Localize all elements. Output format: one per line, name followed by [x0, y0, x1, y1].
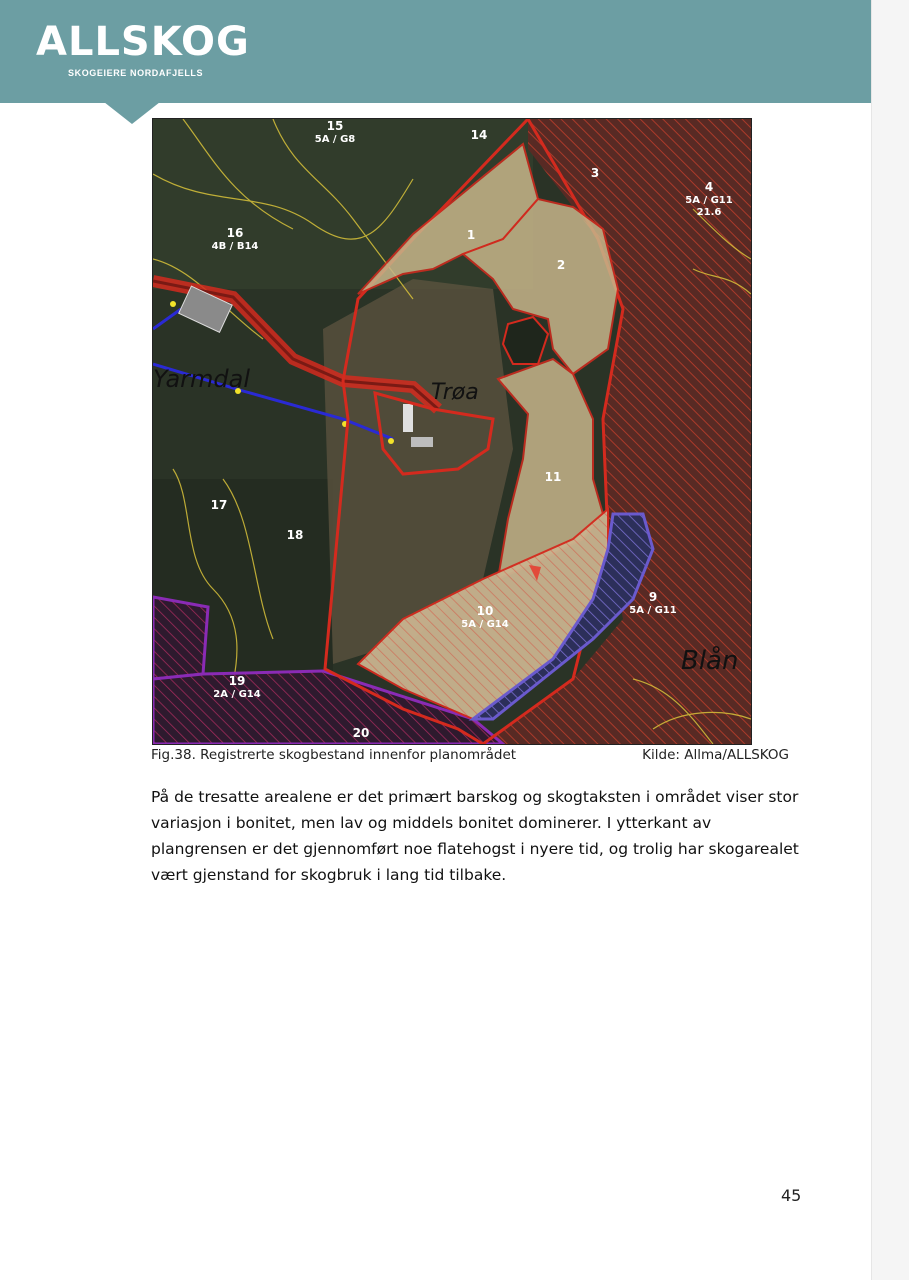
stand-label-4: 4 — [704, 180, 714, 194]
place-name-blan: Blån — [681, 646, 739, 676]
stand-label-11: 11 — [544, 470, 562, 484]
body-paragraph: På de tresatte arealene er det primært barskog og skogtaksten i området viser stor variasjon i bonitet, men lav og middels bonitet dominerer. I ytterkant av plangrensen er det gjennomført noe flatehogst i nyere tid, og trolig har skogarealet vært gjenstand for skogbruk i lang tid tilbake. — [151, 788, 799, 884]
caption-source: Kilde: Allma/ALLSKOG — [642, 747, 789, 763]
forest-stand-map — [152, 118, 752, 745]
caption-figure: Fig.38. Registrerte skogbestand innenfor planområdet — [151, 747, 517, 763]
stand-label-16: 16 — [226, 226, 244, 240]
purple-zone — [153, 597, 208, 679]
stand-label-20: 20 — [352, 726, 370, 740]
stand-label-2: 2 — [556, 258, 566, 272]
page-number: 45 — [781, 1186, 802, 1205]
stand-label-18: 18 — [286, 528, 304, 542]
stand-label-9: 9 — [648, 590, 658, 604]
stand-label-3: 3 — [590, 166, 600, 180]
stand-label-14: 14 — [470, 128, 488, 142]
stand-label-19: 19 — [228, 674, 246, 688]
page-edge — [871, 0, 909, 1280]
stand-label-17: 17 — [210, 498, 228, 512]
stand-label-4-line1: 5A / G11 — [685, 195, 733, 206]
stand-label-15: 15 — [326, 119, 344, 133]
logo-wordmark: ALLSKOG — [36, 19, 250, 65]
page-header — [0, 0, 871, 103]
place-name-troa: Trøa — [431, 380, 479, 405]
stand-label-4-line2: 21.6 — [696, 207, 722, 218]
stand-label-15-line1: 5A / G8 — [314, 134, 356, 145]
stand-label-10: 10 — [476, 604, 494, 618]
stand-label-1: 1 — [466, 228, 476, 242]
stand-label-9-line1: 5A / G11 — [629, 605, 677, 616]
allskog-logo — [36, 19, 250, 78]
stand-label-19-line1: 2A / G14 — [213, 689, 261, 700]
place-name-yarmdal: Yarmdal — [153, 365, 251, 393]
stand-label-16-line1: 4B / B14 — [211, 241, 259, 252]
logo-subtitle: SKOGEIERE NORDAFJELLS — [68, 68, 204, 78]
figure-caption — [151, 747, 791, 767]
stand-label-10-line1: 5A / G14 — [461, 619, 509, 630]
